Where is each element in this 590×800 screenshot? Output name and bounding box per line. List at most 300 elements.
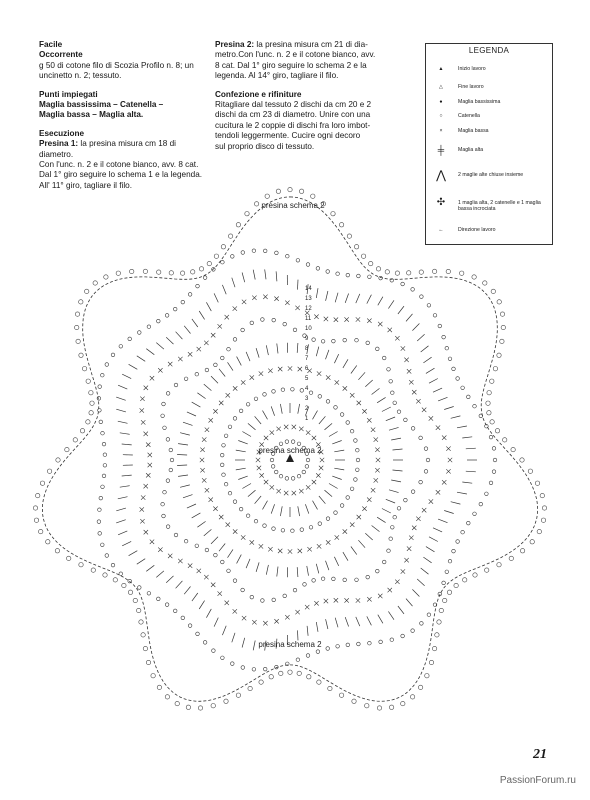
picot-mark [540, 493, 544, 497]
picot-mark [116, 271, 120, 275]
chain-stitch [272, 527, 276, 531]
double-crochet-stitch [406, 314, 413, 322]
chain-stitch [239, 409, 243, 413]
picot-mark [419, 270, 423, 274]
chain-stitch [357, 274, 361, 278]
single-crochet-stitch [326, 540, 330, 544]
chain-stitch [272, 318, 276, 322]
picot-mark [385, 270, 389, 274]
chain-stitch [302, 470, 306, 474]
double-crochet-stitch [326, 619, 328, 629]
double-crochet-stitch [266, 565, 268, 575]
single-crochet-stitch [317, 371, 321, 375]
chain-stitch [272, 598, 276, 602]
chain-stitch [334, 511, 338, 515]
presina2-line: metro.Con l'unc. n. 2 e il cotone bianco, avv. [215, 50, 376, 60]
chain-stitch [489, 481, 493, 485]
double-crochet-stitch [146, 565, 154, 571]
single-crochet-stitch [144, 530, 148, 534]
double-crochet-stitch [343, 552, 348, 561]
single-crochet-stitch [312, 480, 316, 484]
single-crochet-stitch [144, 386, 148, 390]
chain-stitch [101, 373, 105, 377]
chain-stitch [250, 321, 254, 325]
single-crochet-stitch [442, 480, 446, 484]
picot-mark [191, 270, 195, 274]
picot-mark [361, 254, 365, 258]
single-crochet-stitch [378, 322, 382, 326]
single-crochet-stitch [378, 594, 382, 598]
single-crochet-stitch [320, 458, 324, 462]
double-crochet-stitch [238, 441, 247, 444]
picot-mark [317, 680, 321, 684]
chain-stitch [166, 525, 170, 529]
finishing-heading: Confezione e rifiniture [215, 89, 302, 99]
double-crochet-stitch [116, 409, 126, 412]
single-crochet-stitch [205, 428, 209, 432]
chain-stitch [442, 335, 446, 339]
chain-stitch [296, 259, 300, 263]
picot-mark [151, 674, 155, 678]
chain-stitch [404, 498, 408, 502]
stitches-heading: Punti impiegati [39, 89, 98, 99]
double-crochet-stitch [332, 441, 341, 444]
picot-mark [537, 529, 541, 533]
chain-stitch [252, 668, 256, 672]
picot-mark [460, 271, 464, 275]
chain-stitch [293, 588, 297, 592]
chain-stitch [376, 347, 380, 351]
single-crochet-stitch [422, 408, 426, 412]
single-crochet-stitch [204, 575, 208, 579]
double-crochet-stitch [180, 485, 190, 487]
chain-stitch [111, 353, 115, 357]
picot-mark [40, 481, 44, 485]
double-crochet-stitch [199, 311, 204, 319]
picot-mark [500, 339, 504, 343]
double-crochet-stitch [457, 426, 467, 428]
round-number: 7 [305, 356, 309, 362]
chain-stitch [297, 474, 301, 478]
single-crochet-stitch [140, 507, 144, 511]
presina2-line [215, 40, 390, 50]
single-crochet-stitch [314, 315, 318, 319]
chain-stitch [427, 304, 431, 308]
single-crochet-stitch [356, 598, 360, 602]
picot-mark [446, 269, 450, 273]
double-crochet-stitch [451, 416, 461, 418]
double-crochet-stitch [255, 496, 262, 504]
chain-stitch [98, 508, 102, 512]
double-crochet-stitch [298, 630, 299, 640]
double-crochet-stitch [326, 291, 328, 301]
double-crochet-stitch [256, 562, 259, 572]
double-crochet-stitch [222, 285, 226, 294]
double-crochet-stitch [184, 587, 190, 595]
single-crochet-stitch [295, 306, 299, 310]
double-crochet-stitch [206, 609, 211, 618]
chain-stitch [241, 666, 245, 670]
chain-stitch [227, 347, 231, 351]
double-crochet-stitch [297, 343, 298, 353]
chain-stitch [479, 502, 483, 506]
picot-mark [186, 705, 190, 709]
single-crochet-stitch [252, 296, 256, 300]
picot-mark [254, 202, 258, 206]
single-crochet-stitch [209, 418, 213, 422]
picot-mark [207, 261, 211, 265]
chain-stitch [291, 529, 295, 533]
single-crochet-stitch [241, 380, 245, 384]
double-crochet-stitch [329, 432, 338, 437]
double-crochet-stitch [238, 476, 247, 479]
double-crochet-stitch [325, 423, 333, 429]
single-crochet-stitch [407, 546, 411, 550]
picot-mark [339, 693, 343, 697]
double-crochet-stitch [187, 504, 196, 508]
picot-mark [454, 583, 458, 587]
chain-stitch [246, 403, 250, 407]
chain-stitch [492, 447, 496, 451]
picot-mark [236, 223, 240, 227]
picot-mark [157, 270, 161, 274]
double-crochet-stitch [237, 357, 242, 366]
double-crochet-stitch [398, 606, 404, 614]
double-crochet-stitch [393, 449, 403, 450]
single-crochet-stitch [144, 484, 148, 488]
chain-stitch [467, 521, 471, 525]
double-crochet-stitch [280, 404, 282, 414]
double-crochet-stitch [129, 364, 138, 369]
picot-mark [493, 367, 497, 371]
single-crochet-stitch [350, 523, 354, 527]
chain-stitch [411, 427, 415, 431]
single-crochet-stitch [264, 436, 268, 440]
double-crochet-stitch [377, 397, 386, 402]
picot-mark [79, 563, 83, 567]
chain-stitch [157, 597, 161, 601]
double-crochet-stitch [263, 411, 268, 420]
chain-stitch [452, 367, 456, 371]
picot-mark [67, 556, 71, 560]
double-crochet-stitch [466, 448, 476, 449]
chain-stitch [346, 421, 350, 425]
double-crochet-stitch [356, 617, 360, 626]
chain-stitch [326, 270, 330, 274]
double-crochet-stitch [214, 618, 218, 627]
chain-stitch [224, 482, 228, 486]
chain-stitch [263, 393, 267, 397]
double-crochet-stitch [298, 280, 299, 290]
single-crochet-stitch [367, 498, 371, 502]
chain-stitch [376, 569, 380, 573]
chain-stitch [309, 526, 313, 530]
single-crochet-stitch [257, 466, 261, 470]
chain-stitch [306, 458, 310, 462]
double-crochet-stitch [421, 568, 429, 574]
double-crochet-stitch [122, 444, 132, 445]
double-crochet-stitch [277, 567, 278, 577]
single-crochet-stitch [188, 564, 192, 568]
chain-stitch [98, 409, 102, 413]
chain-stitch [263, 524, 267, 528]
chain-stitch [163, 490, 167, 494]
chain-stitch [332, 577, 336, 581]
double-crochet-stitch [457, 492, 467, 494]
round-number: 9 [305, 336, 309, 342]
single-crochet-stitch [205, 488, 209, 492]
chain-stitch [473, 512, 477, 516]
round-number: 10 [305, 326, 312, 332]
chain-stitch [214, 363, 218, 367]
chain-stitch [382, 560, 386, 564]
chain-stitch [254, 519, 258, 523]
materials-heading: Occorrente [39, 50, 83, 60]
double-crochet-stitch [232, 633, 235, 643]
single-crochet-stitch [144, 432, 148, 436]
double-crochet-stitch [377, 517, 386, 522]
double-crochet-stitch [393, 470, 403, 471]
single-crochet-stitch [168, 554, 172, 558]
chain-stitch [433, 314, 437, 318]
single-crochet-stitch [350, 393, 354, 397]
chain-stitch [220, 453, 224, 457]
picot-mark [485, 568, 489, 572]
chain-stitch [162, 514, 166, 518]
picot-mark [214, 254, 218, 258]
chain-stitch [98, 532, 102, 536]
double-crochet-stitch [388, 300, 394, 308]
picot-mark [76, 339, 80, 343]
chain-stitch [411, 629, 415, 633]
double-crochet-stitch [345, 617, 348, 626]
single-crochet-stitch [219, 515, 223, 519]
double-crochet-stitch [326, 350, 329, 359]
chain-stitch [321, 577, 325, 581]
double-crochet-stitch [444, 511, 454, 514]
chain-stitch [445, 570, 449, 574]
picot-mark [418, 685, 422, 689]
chain-stitch [157, 319, 161, 323]
picot-mark [89, 391, 93, 395]
single-crochet-stitch [312, 436, 316, 440]
legend-label: Inizio lavoro [458, 66, 486, 72]
chain-stitch [98, 385, 102, 389]
chain-stitch [291, 440, 295, 444]
double-crochet-stitch [214, 293, 218, 302]
chain-stitch [196, 284, 200, 288]
single-crochet-stitch [219, 401, 223, 405]
double-crochet-stitch [438, 397, 447, 401]
picot-mark [339, 223, 343, 227]
instructions-column-2 [215, 40, 390, 152]
chain-stitch [456, 377, 460, 381]
double-crochet-stitch [351, 365, 357, 373]
double-crochet-stitch [276, 271, 277, 281]
double-crochet-stitch [389, 490, 399, 493]
chain-stitch [350, 487, 354, 491]
picot-mark [46, 540, 50, 544]
picot-mark [542, 506, 546, 510]
end-icon: △ [439, 84, 443, 90]
chain-stitch [263, 249, 267, 253]
single-crochet-stitch [429, 416, 433, 420]
chain-stitch [246, 514, 250, 518]
chain-stitch [102, 442, 106, 446]
chain-stitch [222, 444, 226, 448]
chain-stitch [228, 425, 232, 429]
single-crochet-stitch [367, 319, 371, 323]
picot-mark [331, 212, 335, 216]
double-crochet-stitch [242, 638, 245, 648]
chain-stitch [161, 414, 165, 418]
single-crochet-stitch [202, 437, 206, 441]
double-crochet-stitch [246, 559, 250, 568]
single-crochet-stitch [225, 315, 229, 319]
picot-mark [528, 469, 532, 473]
double-crochet-stitch [444, 407, 454, 410]
picot-mark [435, 633, 439, 637]
picot-mark [288, 187, 292, 191]
picot-mark [410, 695, 414, 699]
single-crochet-stitch [288, 549, 292, 553]
dc2tog-icon: ⋀ [436, 168, 446, 182]
picot-mark [248, 686, 252, 690]
picot-mark [497, 353, 501, 357]
picot-mark [439, 608, 443, 612]
chain-stitch [224, 434, 228, 438]
picot-mark [34, 518, 38, 522]
double-crochet-stitch [319, 416, 326, 424]
chain-stitch [101, 543, 105, 547]
picot-mark [530, 540, 534, 544]
single-crochet-stitch [242, 616, 246, 620]
single-crochet-stitch [259, 371, 263, 375]
legend-label: 1 maglia alta, 2 catenelle e 1 maglia bassa incrociata [458, 200, 541, 212]
single-crochet-stitch [292, 491, 296, 495]
chain-stitch [101, 431, 105, 435]
double-crochet-stitch [176, 332, 183, 339]
double-crochet-stitch [382, 407, 391, 412]
double-crochet-stitch [211, 376, 218, 383]
chain-stitch [401, 634, 405, 638]
double-crochet-stitch [242, 273, 245, 283]
single-crochet-stitch [178, 357, 182, 361]
double-crochet-stitch [391, 480, 401, 482]
chain-stitch [448, 559, 452, 563]
chain-stitch [343, 338, 347, 342]
double-crochet-stitch [242, 432, 251, 437]
legend-label: Fine lavoro [458, 84, 484, 90]
chain-stitch [241, 328, 245, 332]
single-crochet-stitch [233, 609, 237, 613]
single-crochet-stitch [319, 466, 323, 470]
double-crochet-stitch [192, 513, 201, 518]
single-crochet-stitch [202, 478, 206, 482]
chain-stitch [188, 293, 192, 297]
double-crochet-stitch [316, 622, 318, 632]
round-number: 5 [305, 376, 309, 382]
double-crochet-stitch [334, 450, 344, 452]
legend-label: Direzione lavoro [458, 227, 496, 233]
double-crochet-stitch [197, 393, 205, 399]
single-crochet-stitch [278, 367, 282, 371]
chain-stitch [101, 485, 105, 489]
single-crochet-stitch [362, 409, 366, 413]
single-crochet-stitch [233, 386, 237, 390]
single-crochet-stitch [204, 341, 208, 345]
double-crochet-stitch [334, 468, 344, 470]
chain-stitch [300, 389, 304, 393]
chain-stitch [492, 470, 496, 474]
chain-stitch [239, 507, 243, 511]
single-crochet-stitch [317, 544, 321, 548]
chain-stitch [275, 251, 279, 255]
single-crochet-stitch [371, 488, 375, 492]
picot-mark [437, 620, 441, 624]
chain-stitch [393, 515, 397, 519]
single-crochet-stitch [197, 569, 201, 573]
chain-stitch [397, 507, 401, 511]
chain-stitch [221, 260, 225, 264]
single-crochet-stitch [335, 535, 339, 539]
chain-stitch [105, 554, 109, 558]
double-crochet-stitch [118, 421, 128, 423]
double-crochet-stitch [177, 455, 187, 456]
chain-stitch [312, 338, 316, 342]
picot-mark [472, 275, 476, 279]
double-crochet-stitch [307, 626, 308, 636]
single-crochet-stitch [263, 295, 267, 299]
presina1-line: diametro. [39, 149, 74, 159]
single-crochet-stitch [218, 324, 222, 328]
picot-mark [487, 411, 491, 415]
chain-stitch [170, 458, 174, 462]
chain-stitch [387, 549, 391, 553]
double-crochet-stitch [417, 334, 424, 341]
double-crochet-stitch [429, 379, 438, 384]
round-number: 12 [305, 306, 312, 312]
picot-mark [473, 573, 477, 577]
chain-stitch [105, 363, 109, 367]
chain-stitch [279, 474, 283, 478]
chain-stitch [326, 517, 330, 521]
single-crochet-stitch [252, 620, 256, 624]
round-number: 11 [305, 316, 312, 322]
picot-mark [509, 556, 513, 560]
chain-stitch [184, 539, 188, 543]
single-crochet-stitch [429, 499, 433, 503]
chain-stitch [467, 395, 471, 399]
chain-stitch [326, 647, 330, 651]
single-crochet-stitch [292, 425, 296, 429]
picot-mark [491, 289, 495, 293]
chain-stitch [312, 579, 316, 583]
single-crochet-stitch [436, 425, 440, 429]
double-crochet-stitch [176, 581, 183, 588]
chain-stitch [427, 613, 431, 617]
single-crochet-stitch [241, 535, 245, 539]
picot-mark [447, 590, 451, 594]
single-crochet-stitch [335, 380, 339, 384]
picot-mark [175, 701, 179, 705]
double-crochet-stitch [367, 616, 372, 625]
chain-stitch [354, 439, 358, 443]
single-crochet-stitch [307, 547, 311, 551]
presina1-line: Con l'unc. n. 2 e il cotone bianco, avv. 8 cat. [39, 160, 199, 170]
chain-stitch [393, 401, 397, 405]
chain-stitch [228, 491, 232, 495]
